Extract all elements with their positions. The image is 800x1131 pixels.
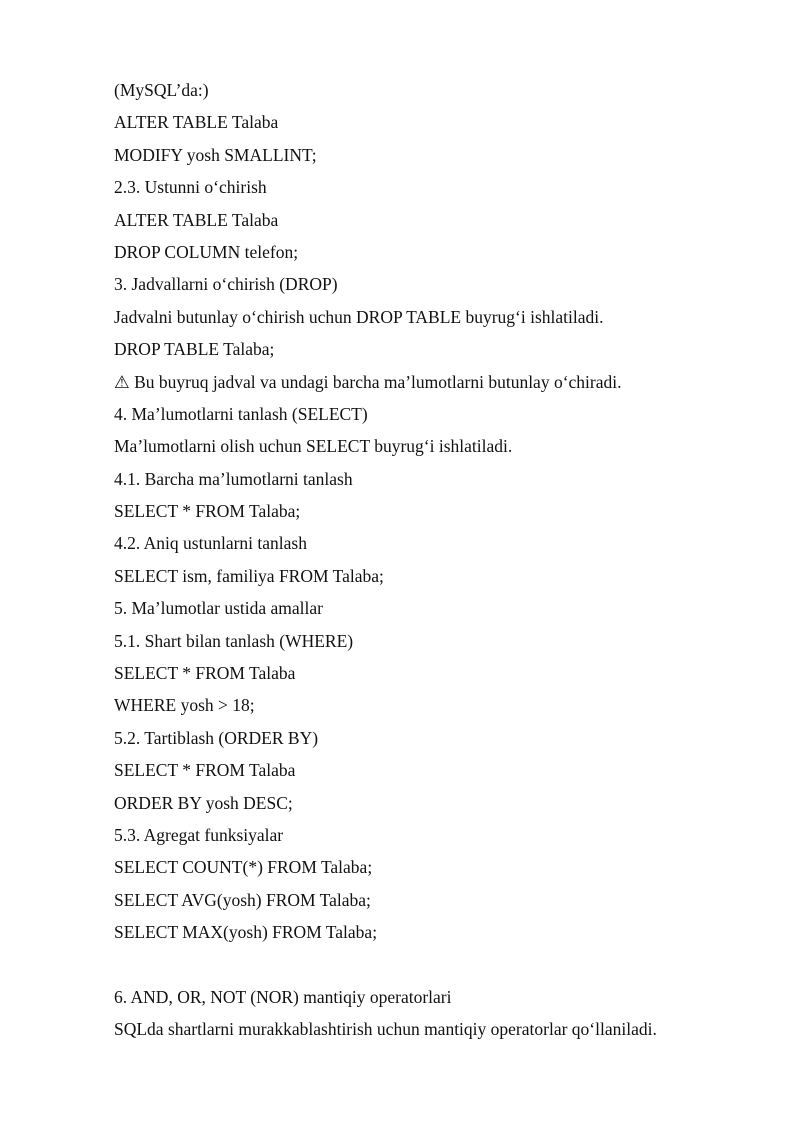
section-heading-5-2: 5.2. Tartiblash (ORDER BY)	[114, 727, 319, 748]
code-line-select-columns: SELECT ism, familiya FROM Talaba;	[114, 565, 384, 586]
text-line-mysql-note: (MySQL’da:)	[114, 80, 209, 100]
warning-line: ⚠ Bu buyruq jadval va undagi barcha ma’lumotlarni butunlay o‘chiradi.	[114, 371, 622, 392]
code-line-select-from: SELECT * FROM Talaba	[114, 760, 296, 781]
code-line-order-by: ORDER BY yosh DESC;	[114, 792, 293, 813]
code-line-alter-table: ALTER TABLE Talaba	[114, 112, 279, 133]
section-heading-3: 3. Jadvallarni o‘chirish (DROP)	[114, 274, 338, 295]
section-heading-4-1: 4.1. Barcha ma’lumotlarni tanlash	[114, 468, 353, 489]
section-heading-4-2: 4.2. Aniq ustunlarni tanlash	[114, 533, 307, 554]
section-heading-5-1: 5.1. Shart bilan tanlash (WHERE)	[114, 630, 354, 651]
code-line-select-from: SELECT * FROM Talaba	[114, 663, 296, 684]
code-line-drop-table: DROP TABLE Talaba;	[114, 339, 275, 360]
section-heading-4: 4. Ma’lumotlarni tanlash (SELECT)	[114, 403, 368, 424]
code-line-drop-column: DROP COLUMN telefon;	[114, 241, 299, 262]
paragraph-select: Ma’lumotlarni olish uchun SELECT buyrug‘i ishlatiladi.	[114, 436, 513, 457]
section-heading-5-3: 5.3. Agregat funksiyalar	[114, 824, 284, 845]
code-line-select-all: SELECT * FROM Talaba;	[114, 501, 301, 522]
document-body	[114, 74, 754, 1046]
section-heading-6: 6. AND, OR, NOT (NOR) mantiqiy operatorlari	[114, 986, 452, 1007]
code-line-count: SELECT COUNT(*) FROM Talaba;	[114, 857, 373, 878]
code-line-avg: SELECT AVG(yosh) FROM Talaba;	[114, 889, 371, 910]
blank-line	[114, 949, 754, 981]
code-line-modify: MODIFY yosh SMALLINT;	[114, 144, 317, 165]
section-heading-2-3: 2.3. Ustunni o‘chirish	[114, 177, 267, 198]
paragraph-logical-operators: SQLda shartlarni murakkablashtirish uchun mantiqiy operatorlar qo‘llaniladi.	[114, 1019, 657, 1040]
code-line-alter-table: ALTER TABLE Talaba	[114, 209, 279, 230]
code-line-max: SELECT MAX(yosh) FROM Talaba;	[114, 922, 378, 943]
paragraph-drop-table: Jadvalni butunlay o‘chirish uchun DROP TABLE buyrug‘i ishlatiladi.	[114, 306, 604, 327]
code-line-where: WHERE yosh > 18;	[114, 695, 255, 716]
section-heading-5: 5. Ma’lumotlar ustida amallar	[114, 598, 323, 619]
